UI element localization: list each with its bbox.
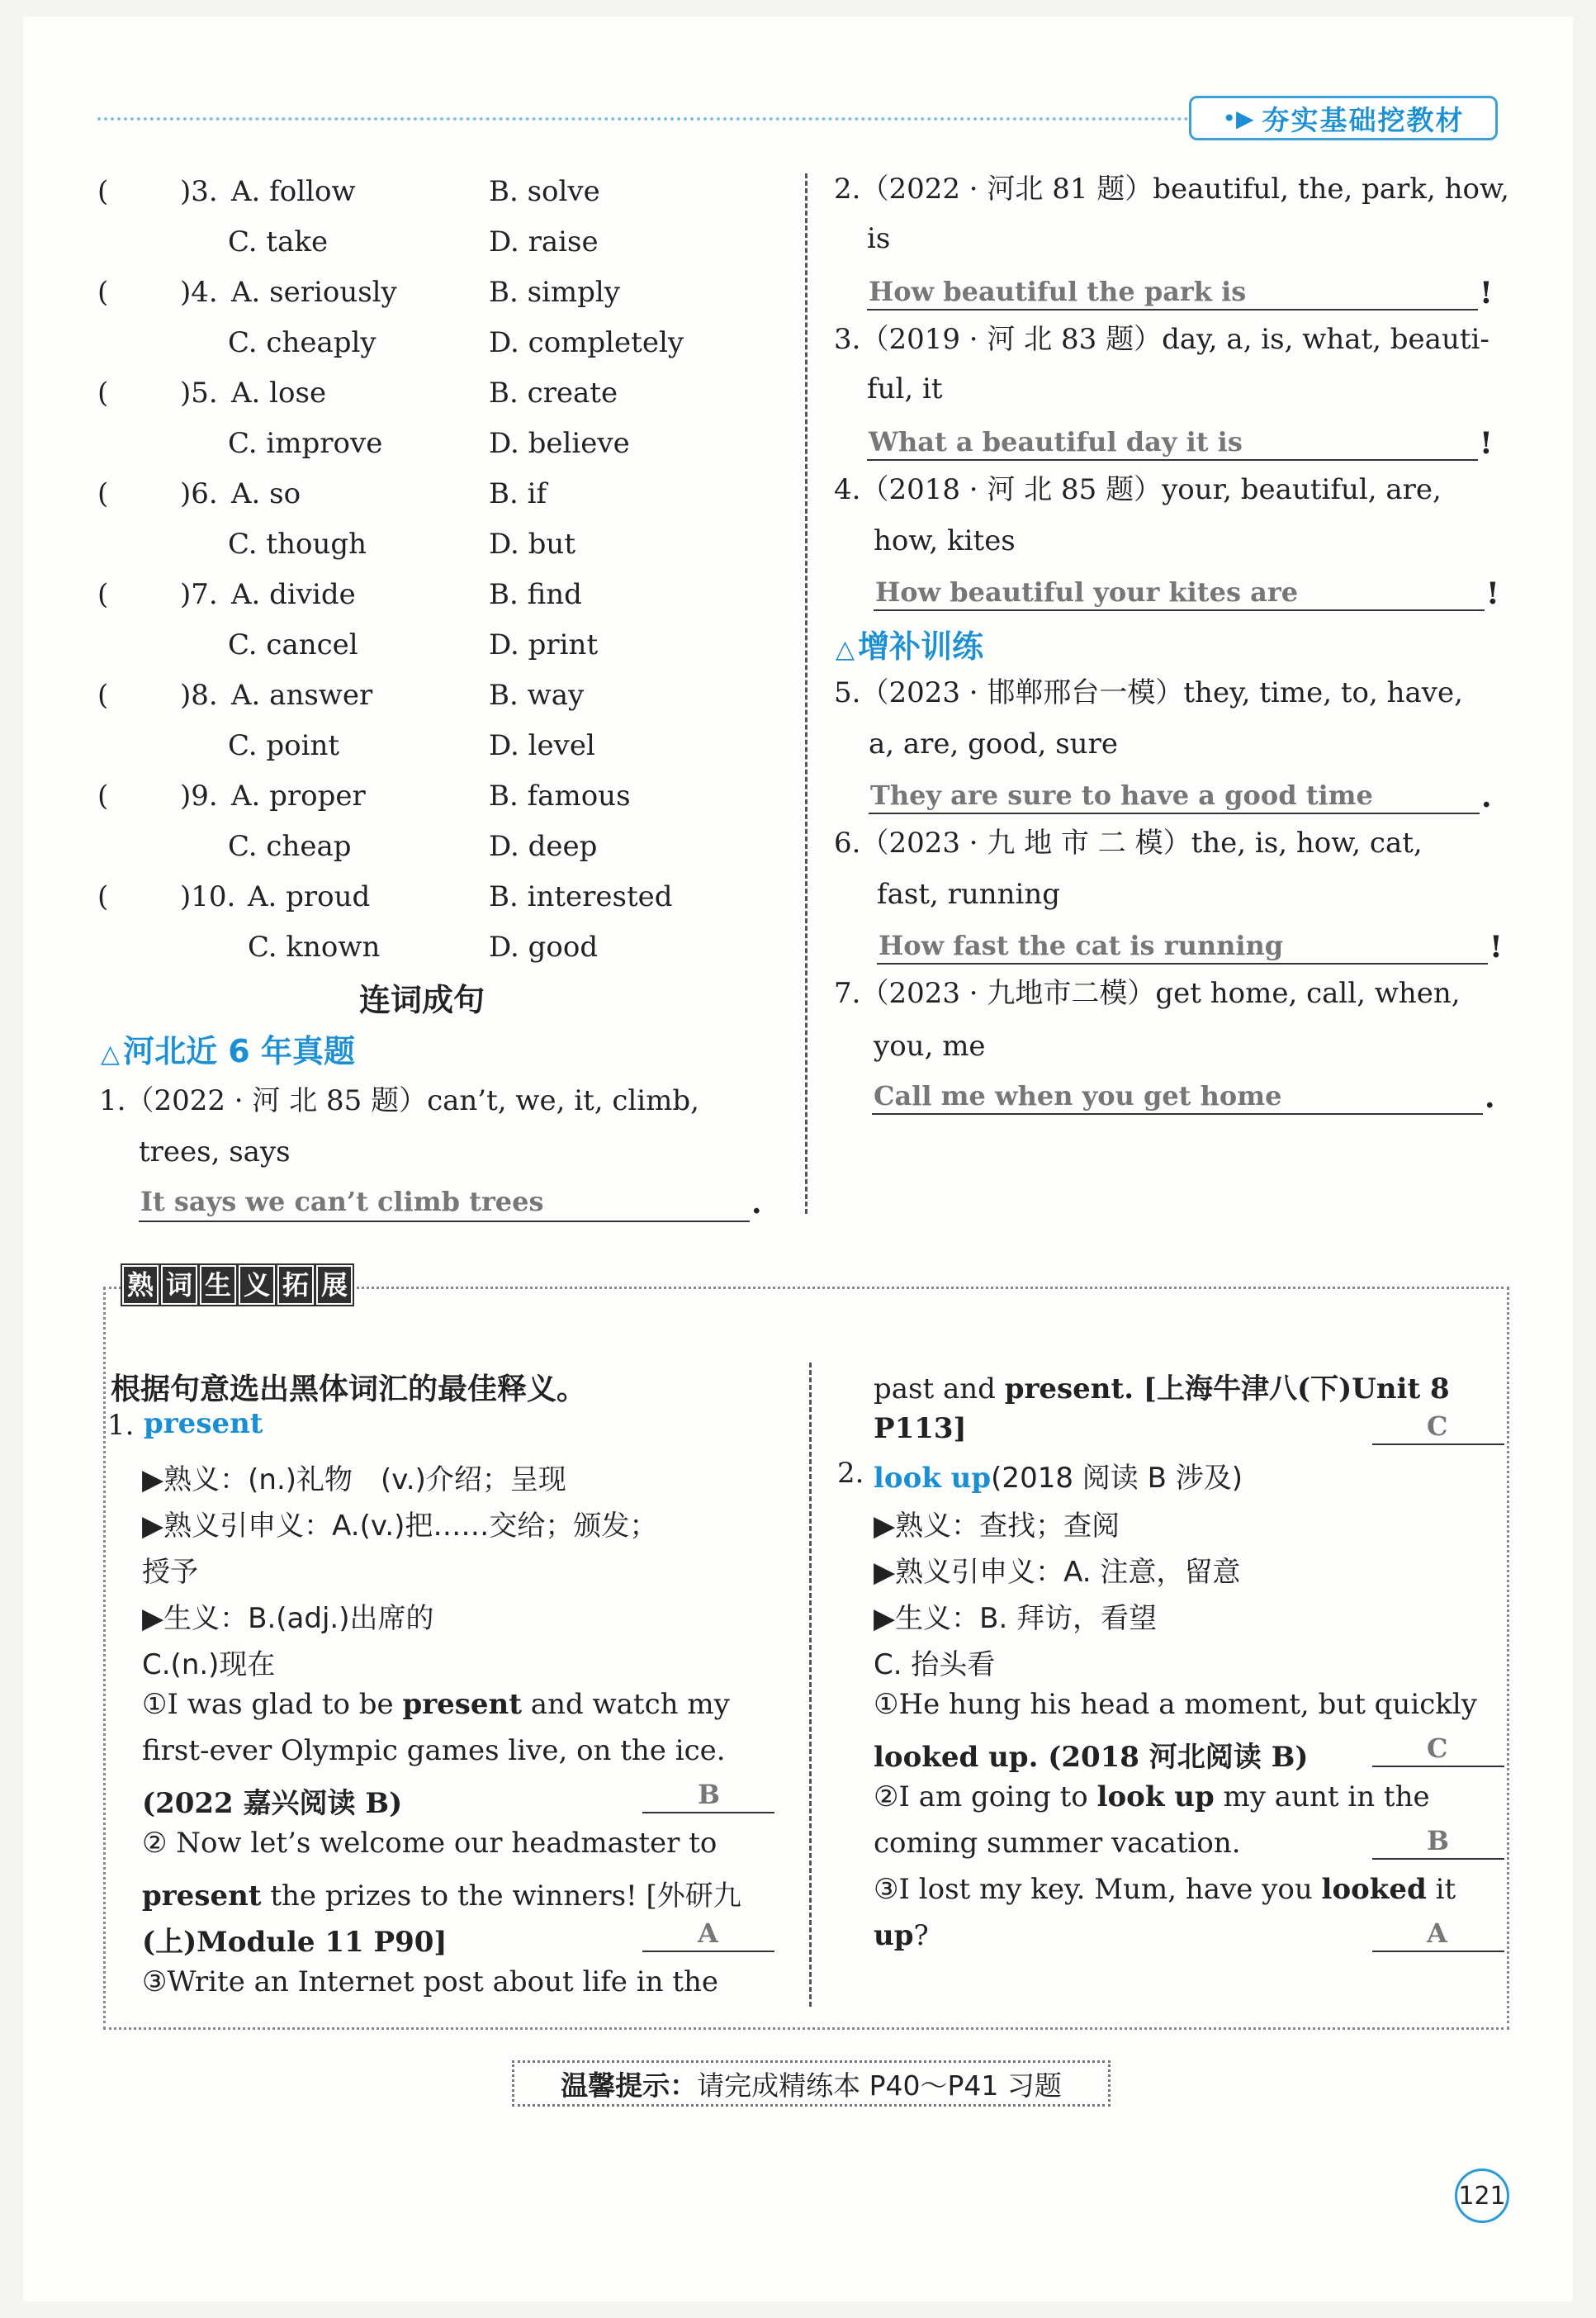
q5-line1: 5.（2023 · 邯郸邢台一模）they, time, to, have, bbox=[834, 676, 1463, 709]
option-b: B. if bbox=[489, 477, 547, 510]
item2-answer2-line bbox=[1372, 1858, 1504, 1860]
q4-line1: 4.（2018 · 河 北 85 题）your, beautiful, are, bbox=[834, 473, 1442, 506]
option-d: D. level bbox=[489, 729, 595, 762]
q1-answer-line bbox=[139, 1221, 750, 1222]
page-number: 121 bbox=[1455, 2169, 1509, 2223]
choice-number: )4. bbox=[180, 276, 218, 309]
section-title: 连词成句 bbox=[359, 982, 485, 1018]
tag-char: 熟 bbox=[122, 1265, 159, 1305]
item2-answer2: B bbox=[1427, 1825, 1450, 1856]
q4-punct: ! bbox=[1486, 576, 1499, 611]
option-c: C. known bbox=[248, 931, 381, 964]
header-dotted-rule bbox=[97, 117, 1189, 121]
tag-char: 展 bbox=[316, 1265, 353, 1305]
tag-char: 义 bbox=[239, 1265, 275, 1305]
option-a: A. seriously bbox=[231, 276, 397, 309]
option-b: B. create bbox=[489, 377, 618, 410]
item2-answer1: C bbox=[1427, 1733, 1448, 1764]
item1-meaning3: ▶生义：B.(adj.)出席的 bbox=[142, 1602, 434, 1635]
q7-punct: . bbox=[1485, 1080, 1495, 1115]
q2-line2: is bbox=[867, 222, 891, 255]
tip-box bbox=[512, 2060, 1111, 2107]
option-c: C. point bbox=[228, 729, 340, 762]
option-a: A. lose bbox=[231, 377, 327, 410]
item2-number: 2. bbox=[837, 1457, 864, 1490]
item1-sentence3: ③Write an Internet post about life in the bbox=[142, 1965, 718, 1998]
answer-paren: ( bbox=[97, 880, 109, 913]
item1-answer1-line bbox=[642, 1812, 774, 1813]
tag-char: 词 bbox=[161, 1265, 197, 1305]
item1-meaning2: ▶熟义引申义：A.(v.)把……交给；颁发； bbox=[142, 1510, 658, 1543]
item1-answer3: C bbox=[1427, 1410, 1448, 1442]
header-title: 夯实基础挖教材 bbox=[1262, 103, 1465, 136]
option-b: B. way bbox=[489, 679, 585, 712]
item2-sentence1-cont: looked up. (2018 河北阅读 B) bbox=[874, 1741, 1309, 1774]
q1-answer: It says we can’t climb trees bbox=[140, 1186, 544, 1217]
box-instruction: 根据句意选出黑体词汇的最佳释义。 bbox=[111, 1372, 587, 1406]
q1-punct: . bbox=[751, 1186, 762, 1221]
item1-answer1: B bbox=[698, 1779, 721, 1810]
hebei-title: △ 河北近 6 年真题 bbox=[101, 1033, 355, 1069]
q6-answer-line bbox=[877, 963, 1488, 965]
item2-heading: look up(2018 阅读 B 涉及) bbox=[874, 1462, 1243, 1495]
q6-answer: How fast the cat is running bbox=[879, 930, 1284, 961]
choice-number: )7. bbox=[180, 578, 218, 611]
option-a: A. proud bbox=[248, 880, 371, 913]
option-d: D. print bbox=[489, 628, 599, 661]
q6-line1: 6.（2023 · 九 地 市 二 模）the, is, how, cat, bbox=[834, 827, 1423, 860]
choice-number: )3. bbox=[180, 175, 218, 208]
item1-number: 1. bbox=[107, 1409, 135, 1442]
tip-text: 请完成精练本 P40～P41 习题 bbox=[697, 2069, 1062, 2102]
option-a: A. follow bbox=[231, 175, 356, 208]
q3-punct: ! bbox=[1480, 426, 1493, 461]
q5-line2: a, are, good, sure bbox=[869, 728, 1118, 761]
item1-meaning1: ▶熟义：(n.)礼物 (v.)介绍；呈现 bbox=[142, 1463, 566, 1496]
box-column-divider bbox=[809, 1363, 812, 2007]
option-d: D. believe bbox=[489, 427, 630, 460]
item1-word: present bbox=[144, 1407, 263, 1440]
q4-answer: How beautiful your kites are bbox=[875, 576, 1299, 608]
item2-answer1-line bbox=[1372, 1766, 1504, 1767]
q7-answer: Call me when you get home bbox=[874, 1080, 1282, 1112]
option-a: A. so bbox=[231, 477, 301, 510]
option-d: D. good bbox=[489, 931, 599, 964]
q7-answer-line bbox=[872, 1113, 1483, 1115]
choice-number: )9. bbox=[180, 780, 218, 813]
triangle-icon: △ bbox=[101, 1040, 121, 1069]
option-d: D. raise bbox=[489, 225, 599, 258]
option-c: C. cheaply bbox=[228, 326, 377, 359]
option-c: C. cheap bbox=[228, 830, 352, 863]
item1-answer3-line bbox=[1372, 1443, 1504, 1445]
choice-number: )8. bbox=[180, 679, 218, 712]
option-a: A. divide bbox=[231, 578, 356, 611]
item1-sentence3-cont: past and present. [上海牛津八(下)Unit 8 bbox=[874, 1372, 1450, 1405]
tip-label: 温馨提示： bbox=[561, 2069, 698, 2102]
item2-meaning4: C. 抬头看 bbox=[874, 1648, 996, 1681]
item2-sentence3: ③I lost my key. Mum, have you looked it bbox=[874, 1873, 1456, 1906]
q5-answer-line bbox=[869, 813, 1480, 814]
item1-sentence2-source: (上)Module 11 P90] bbox=[142, 1926, 448, 1959]
q3-line2: ful, it bbox=[867, 372, 943, 405]
q2-answer-line bbox=[867, 309, 1478, 310]
q3-line1: 3.（2019 · 河 北 83 题）day, a, is, what, beauti- bbox=[834, 323, 1489, 356]
option-d: D. but bbox=[489, 528, 575, 561]
item2-sentence2: ②I am going to look up my aunt in the bbox=[874, 1780, 1430, 1813]
q1-line2: trees, says bbox=[139, 1135, 291, 1168]
option-b: B. interested bbox=[489, 880, 673, 913]
q6-punct: ! bbox=[1489, 930, 1503, 965]
item1-sentence2: ② Now let’s welcome our headmaster to bbox=[142, 1827, 717, 1860]
item2-meaning2: ▶熟义引申义：A. 注意，留意 bbox=[874, 1556, 1241, 1589]
q6-line2: fast, running bbox=[877, 878, 1061, 911]
q3-answer-line bbox=[867, 459, 1478, 461]
item1-answer2: A bbox=[698, 1917, 718, 1949]
q5-punct: . bbox=[1481, 780, 1492, 814]
choice-number: )5. bbox=[180, 377, 218, 410]
q7-line1: 7.（2023 · 九地市二模）get home, call, when, bbox=[834, 977, 1461, 1010]
item2-sentence3-cont: up? bbox=[874, 1919, 929, 1952]
q4-answer-line bbox=[874, 609, 1485, 611]
vocab-box-tag bbox=[122, 1265, 353, 1305]
q5-answer: They are sure to have a good time bbox=[870, 780, 1373, 811]
q2-answer: How beautiful the park is bbox=[869, 276, 1247, 307]
q7-line2: you, me bbox=[874, 1030, 986, 1063]
option-d: D. deep bbox=[489, 830, 598, 863]
tag-char: 生 bbox=[200, 1265, 236, 1305]
item1-sentence1-cont: first-ever Olympic games live, on the ice. bbox=[142, 1734, 726, 1767]
q2-line1: 2.（2022 · 河北 81 题）beautiful, the, park, how, bbox=[834, 173, 1509, 206]
answer-paren: ( bbox=[97, 276, 109, 309]
item2-answer3-line bbox=[1372, 1951, 1504, 1952]
answer-paren: ( bbox=[97, 780, 109, 813]
item1-meaning2-cont: 授予 bbox=[142, 1556, 198, 1589]
answer-paren: ( bbox=[97, 377, 109, 410]
item1-sentence3-source: P113] bbox=[874, 1412, 967, 1445]
column-divider bbox=[805, 173, 807, 1214]
choice-number: )10. bbox=[180, 880, 236, 913]
q4-line2: how, kites bbox=[874, 524, 1016, 557]
tag-char: 拓 bbox=[277, 1265, 314, 1305]
q2-punct: ! bbox=[1480, 276, 1493, 310]
item2-sentence1: ①He hung his head a moment, but quickly bbox=[874, 1688, 1477, 1721]
item2-meaning1: ▶熟义：查找；查阅 bbox=[874, 1510, 1120, 1543]
item1-meaning4: C.(n.)现在 bbox=[142, 1648, 276, 1681]
choice-number: )6. bbox=[180, 477, 218, 510]
item2-sentence2-cont: coming summer vacation. bbox=[874, 1827, 1241, 1860]
answer-paren: ( bbox=[97, 578, 109, 611]
item2-answer3: A bbox=[1427, 1917, 1447, 1949]
item1-answer2-line bbox=[642, 1951, 774, 1952]
q1-line1: 1.（2022 · 河 北 85 题）can’t, we, it, climb, bbox=[99, 1084, 699, 1117]
triangle-icon: △ bbox=[836, 635, 855, 664]
option-b: B. solve bbox=[489, 175, 600, 208]
item1-sentence1-source: (2022 嘉兴阅读 B) bbox=[142, 1787, 403, 1820]
header-badge bbox=[1189, 96, 1498, 140]
arrow-icon: •▶ bbox=[1222, 104, 1254, 132]
option-c: C. take bbox=[228, 225, 329, 258]
answer-paren: ( bbox=[97, 175, 109, 208]
supplement-title: △ 增补训练 bbox=[836, 628, 984, 665]
answer-paren: ( bbox=[97, 477, 109, 510]
option-c: C. improve bbox=[228, 427, 383, 460]
option-b: B. famous bbox=[489, 780, 631, 813]
option-a: A. proper bbox=[231, 780, 366, 813]
option-b: B. find bbox=[489, 578, 582, 611]
option-c: C. cancel bbox=[228, 628, 358, 661]
item2-meaning3: ▶生义：B. 拜访，看望 bbox=[874, 1602, 1158, 1635]
q3-answer: What a beautiful day it is bbox=[869, 426, 1243, 457]
option-a: A. answer bbox=[231, 679, 373, 712]
option-c: C. though bbox=[228, 528, 367, 561]
option-b: B. simply bbox=[489, 276, 621, 309]
option-d: D. completely bbox=[489, 326, 684, 359]
answer-paren: ( bbox=[97, 679, 109, 712]
item1-sentence1: ①I was glad to be present and watch my bbox=[142, 1688, 730, 1721]
item1-sentence2-cont: present the prizes to the winners! [外研九 bbox=[142, 1880, 741, 1913]
